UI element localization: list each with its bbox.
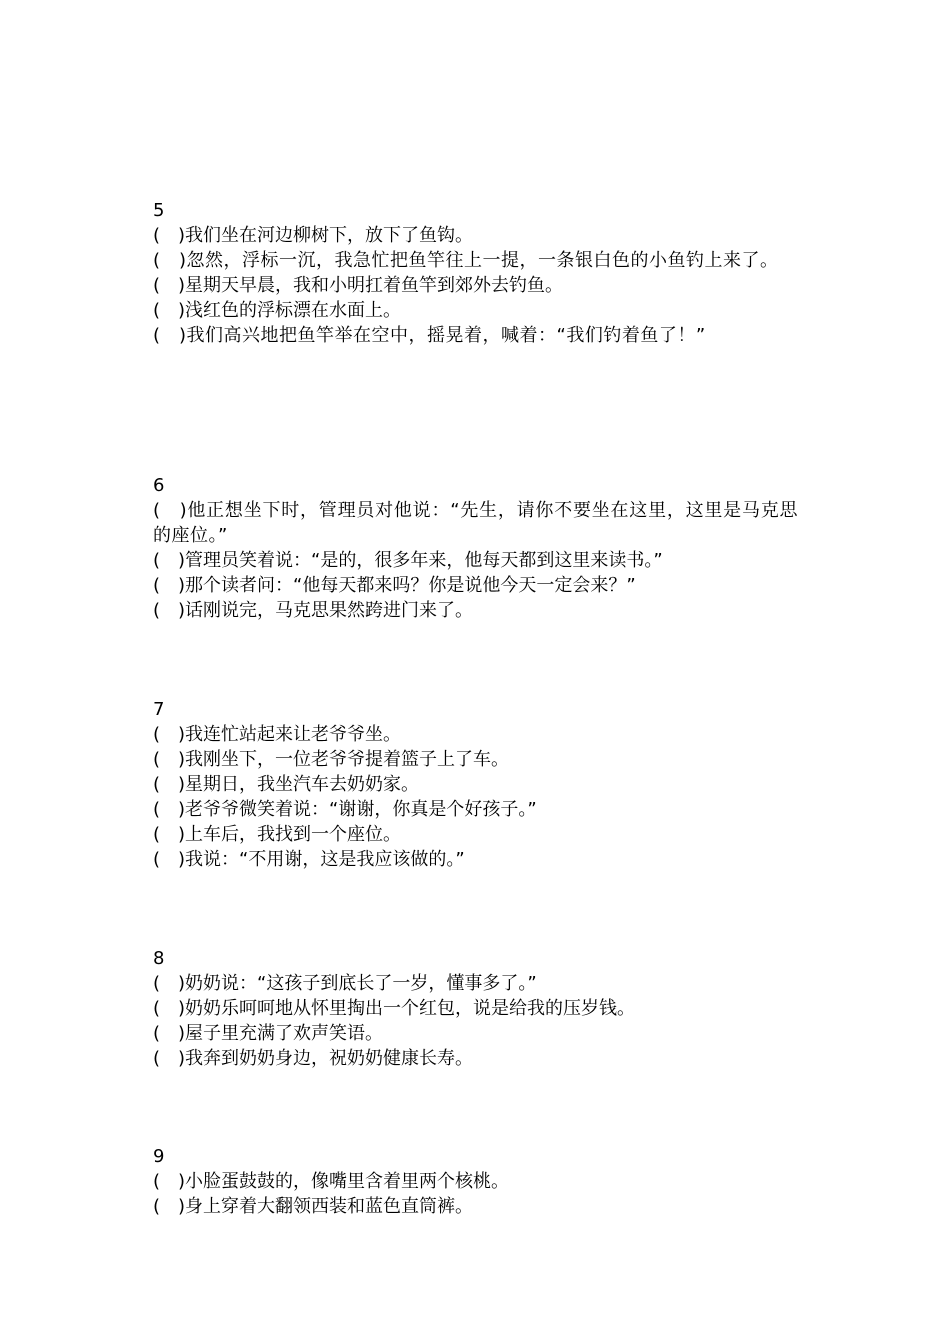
question-section-7 [153,697,798,872]
sentence-item: ( )老爷爷微笑着说：“谢谢，你真是个好孩子。” [153,799,537,820]
question-section-5 [153,198,798,348]
sentence-item: ( )我刚坐下，一位老爷爷提着篮子上了车。 [153,749,510,770]
sentence-item: ( )他正想坐下时，管理员对他说：“先生，请你不要坐在这里，这里是马克思的座位。” [153,500,798,546]
sentence-item: ( )上车后，我找到一个座位。 [153,824,402,845]
sentence-item: ( )那个读者问：“他每天都来吗？你是说他今天一定会来？” [153,575,636,596]
question-section-6 [153,473,798,623]
sentence-item: ( )话刚说完，马克思果然跨进门来了。 [153,600,474,621]
question-section-8 [153,946,798,1071]
sentence-item: ( )奶奶乐呵呵地从怀里掏出一个红包，说是给我的压岁钱。 [153,998,636,1019]
question-number: 6 [153,475,165,496]
question-number: 8 [153,948,165,969]
sentence-item: ( )管理员笑着说：“是的，很多年来，他每天都到这里来读书。” [153,550,663,571]
question-number: 5 [153,200,165,221]
sentence-item: ( )忽然，浮标一沉，我急忙把鱼竿往上一提，一条银白色的小鱼钓上来了。 [153,250,779,271]
sentence-item: ( )浅红色的浮标漂在水面上。 [153,300,402,321]
sentence-item: ( )我说：“不用谢，这是我应该做的。” [153,849,465,870]
question-number: 7 [153,699,165,720]
sentence-item: ( )奶奶说：“这孩子到底长了一岁，懂事多了。” [153,973,537,994]
sentence-item: ( )我奔到奶奶身边，祝奶奶健康长寿。 [153,1048,474,1069]
sentence-item: ( )我连忙站起来让老爷爷坐。 [153,724,402,745]
question-number: 9 [153,1146,165,1167]
sentence-item: ( )身上穿着大翻领西装和蓝色直筒裤。 [153,1196,474,1217]
sentence-item: ( )小脸蛋鼓鼓的，像嘴里含着里两个核桃。 [153,1171,510,1192]
question-section-9 [153,1144,798,1219]
sentence-item: ( )星期日，我坐汽车去奶奶家。 [153,774,420,795]
sentence-item: ( )我们高兴地把鱼竿举在空中，摇晃着，喊着：“我们钓着鱼了！” [153,325,706,346]
sentence-item: ( )屋子里充满了欢声笑语。 [153,1023,384,1044]
sentence-item: ( )星期天早晨，我和小明扛着鱼竿到郊外去钓鱼。 [153,275,564,296]
sentence-item: ( )我们坐在河边柳树下，放下了鱼钩。 [153,225,474,246]
